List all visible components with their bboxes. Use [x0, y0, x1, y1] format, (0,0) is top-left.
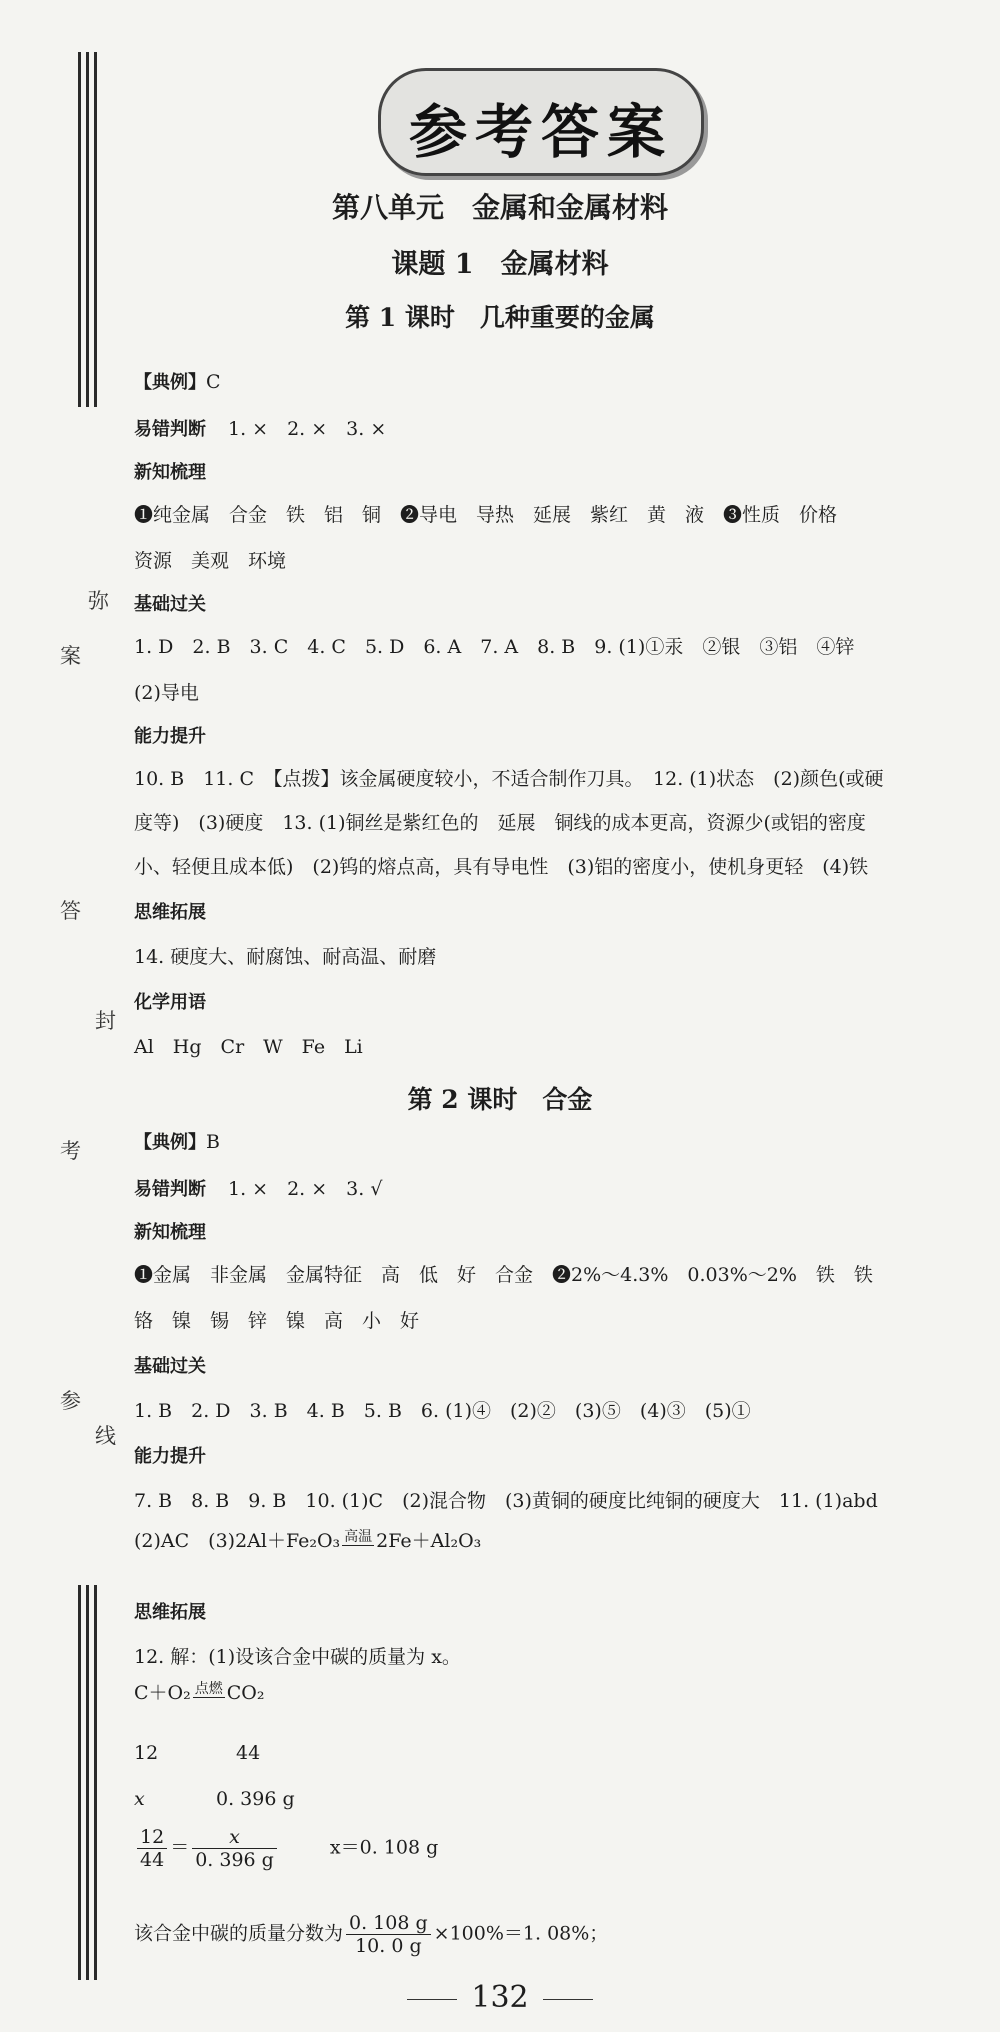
lesson2-ability-line: 7. B 8. B 9. B 10. (1)C (2)混合物 (3)黄铜的硬度比纯铜的硬度大 11. (1)abd: [134, 1490, 878, 1512]
molar-mass-row: 12 44: [134, 1742, 261, 1764]
lesson1-ability-line: 度等) (3)硬度 13. (1)铜丝是紫红色的 延展 铜线的成本更高，资源少(或铝的密度: [134, 812, 866, 834]
mass-row: x 0. 396 g: [134, 1788, 295, 1810]
gutter-char: 弥: [88, 589, 109, 613]
lesson1-knowledge-line: 资源 美观 环境: [134, 550, 287, 572]
topic-title: 课题 1 金属材料: [391, 249, 609, 280]
reaction-condition: 高温: [344, 1528, 373, 1545]
binding-line: [78, 1585, 81, 1980]
binding-line: [94, 1585, 97, 1980]
lesson1-thinking-line: 14. 硬度大、耐腐蚀、耐高温、耐磨: [134, 946, 437, 968]
lesson1-ability-line: 小、轻便且成本低) (2)钨的熔点高，具有导电性 (3)铝的密度小，使机身更轻 (4)铁: [134, 856, 869, 878]
gutter-char: 线: [95, 1424, 116, 1448]
lesson2-knowledge-line: 铬 镍 锡 锌 镍 高 小 好: [134, 1310, 420, 1332]
gutter-char: 答: [60, 899, 81, 923]
reaction-condition: 点燃: [194, 1680, 223, 1697]
gutter-char: 案: [60, 644, 81, 668]
lesson1-thinking-label: 思维拓展: [134, 902, 206, 923]
lesson1-basic-line: (2)导电: [134, 682, 199, 704]
lesson1-ability-line: 10. B 11. C 【点拨】该金属硬度较小，不适合制作刀具。 12. (1)状态 (2)颜色(或硬: [134, 768, 884, 790]
binding-line: [86, 1585, 89, 1980]
lesson2-basic-label: 基础过关: [134, 1356, 206, 1377]
lesson1-basic-label: 基础过关: [134, 594, 206, 615]
lesson1-basic-line: 1. D 2. B 3. C 4. C 5. D 6. A 7. A 8. B 9. (1)①汞 ②银 ③铝 ④锌: [134, 636, 855, 658]
lesson2-thinking-label: 思维拓展: [134, 1602, 206, 1623]
gutter-char: 封: [95, 1009, 116, 1033]
lesson2-ability-line: (2)AC (3)2Al＋Fe₂O₃ 高温 2Fe＋Al₂O₃: [134, 1526, 481, 1556]
gutter-char: 考: [60, 1139, 81, 1163]
binding-line: [78, 52, 81, 407]
gutter-char: 参: [60, 1389, 81, 1413]
banner-title: 参考答案: [408, 98, 673, 166]
page-number: 132: [0, 1980, 1000, 2015]
lesson2-basic-line: 1. B 2. D 3. B 4. B 5. B 6. (1)④ (2)② (3)⑤ (4)③ (5)①: [134, 1400, 751, 1422]
lesson1-knowledge-line: ❶纯金属 合金 铁 铝 铜 ❷导电 导热 延展 紫红 黄 液 ❸性质 价格: [134, 504, 838, 526]
lesson1-ability-label: 能力提升: [134, 726, 206, 747]
lesson-1-title: 第 1 课时 几种重要的金属: [345, 303, 655, 332]
lesson-2-title: 第 2 课时 合金: [407, 1085, 593, 1114]
ratio-equation: $\frac{12}{44}$ ＝ $\frac{x}{0. 396 g}$ x＝0. 108 g: [134, 1826, 438, 1871]
lesson1-example: 【典例】C: [134, 371, 221, 393]
lesson2-knowledge-line: ❶金属 非金属 金属特征 高 低 好 合金 ❷2%～4.3% 0.03%～2% 铁 铁: [134, 1264, 873, 1286]
lesson2-ability-label: 能力提升: [134, 1446, 206, 1467]
chemical-equation: C＋O₂ 点燃 CO₂: [134, 1678, 264, 1708]
lesson1-error-judgement: 易错判断 1. × 2. × 3. ×: [134, 418, 387, 440]
lesson2-knowledge-label: 新知梳理: [134, 1222, 206, 1243]
binding-line: [86, 52, 89, 407]
mass-fraction-line: 该合金中碳的质量分数为 $\frac{0. 108 g}{10. 0 g}$ ×100%＝1. 08%；: [134, 1912, 609, 1957]
answer-banner: [378, 68, 704, 176]
lesson1-knowledge-label: 新知梳理: [134, 462, 206, 483]
lesson2-error-judgement: 易错判断 1. × 2. × 3. √: [134, 1178, 383, 1200]
solution-line: 12. 解：(1)设该合金中碳的质量为 x。: [134, 1646, 461, 1668]
lesson2-example: 【典例】B: [134, 1131, 220, 1153]
binding-line: [94, 52, 97, 407]
lesson1-chem-line: Al Hg Cr W Fe Li: [134, 1036, 363, 1058]
lesson1-chem-label: 化学用语: [134, 992, 206, 1013]
unit-title: 第八单元 金属和金属材料: [331, 191, 668, 224]
